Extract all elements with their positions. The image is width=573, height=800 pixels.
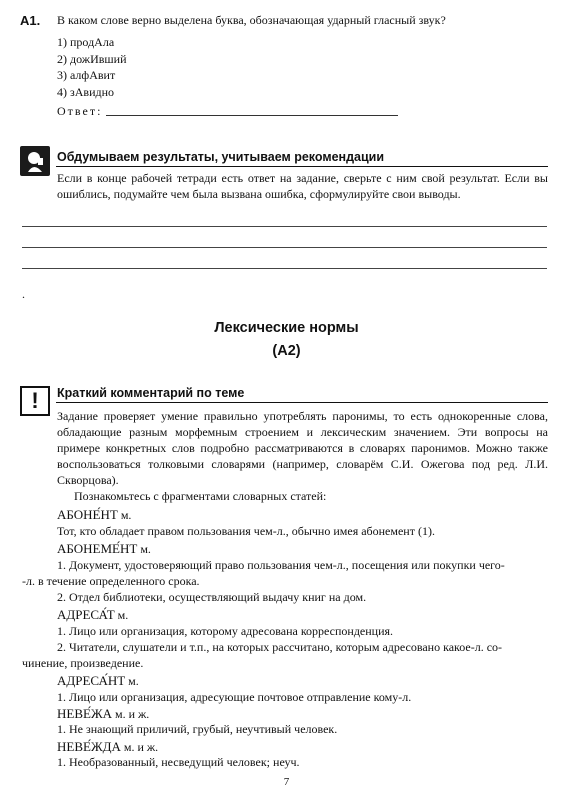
dict-definition: 1. Необразованный, несведущий человек; неуч.: [57, 755, 300, 769]
dict-definition-cont: чинение, произведение.: [22, 656, 144, 670]
writing-line-1[interactable]: [22, 226, 547, 227]
dict-entry: [57, 739, 158, 755]
part-of-speech: м.: [140, 542, 151, 556]
answer-options: [57, 34, 127, 100]
section-title: Лексические нормы: [214, 320, 359, 336]
dict-entry: [57, 673, 139, 689]
headword: АБОНЕ́НТ: [57, 507, 118, 522]
headword: НЕВЕ́ЖА: [57, 706, 112, 721]
comment-text: Задание проверяет умение правильно употреблять паронимы, то есть однокоренные слова, обладающие разным морфемным строением и лексическим значением. Эти вопросы на примере конкретных слов подробно рассматриваются в словарях паронимов. Можно также воспользоваться толковыми словарями (например, словарём С.И. Ожегова под ред. Л.И. Скворцова).: [57, 409, 548, 487]
stray-mark: .: [22, 287, 25, 301]
headword: АБОНЕМЕ́НТ: [57, 541, 138, 556]
dict-entry: [57, 541, 151, 557]
dict-definition: 2. Читатели, слушатели и т.п., на которых рассчитано, которым адресовано какое-л. со-: [57, 640, 503, 654]
think-heading: Обдумываем результаты, учитываем рекомендации: [57, 150, 385, 164]
question-text: В каком слове верно выделена буква, обозначающая ударный гласный звук?: [57, 13, 446, 27]
dict-definition: Тот, кто обладает правом пользования чем-л., обычно имея абонемент (1).: [57, 524, 435, 538]
headword: АДРЕСА́НТ: [57, 673, 126, 688]
option-2: 2) дожИвший: [57, 51, 127, 66]
thinking-person-icon: [20, 146, 50, 176]
exclamation-icon: !: [20, 386, 50, 416]
part-of-speech: м. и ж.: [123, 740, 159, 754]
think-text: Если в конце рабочей тетради есть ответ на задание, сверьте с ним свой результат. Если вы ошиблись, подумайте чем была вызвана ошибка, сформулируйте свои выводы.: [57, 171, 548, 201]
headword: АДРЕСА́Т: [57, 607, 115, 622]
dict-definition-cont: -л. в течение определенного срока.: [22, 574, 200, 588]
think-heading-underline: [56, 166, 548, 167]
option-4: 4) зАвидно: [57, 84, 115, 99]
part-of-speech: м. и ж.: [114, 707, 150, 721]
option-3: 3) алфАвит: [57, 68, 116, 82]
dict-definition: 2. Отдел библиотеки, осуществляющий выдачу книг на дом.: [57, 590, 367, 604]
option-1: 1) продАла: [57, 35, 115, 49]
comment-heading-underline: [56, 402, 548, 403]
dict-entry: [57, 706, 149, 722]
dict-definition: 1. Лицо или организация, адресующие почтовое отправление кому-л.: [57, 690, 412, 704]
headword: НЕВЕ́ЖДА: [57, 739, 121, 754]
part-of-speech: м.: [120, 508, 132, 522]
dict-entry: [57, 607, 128, 623]
answer-line[interactable]: [106, 115, 398, 116]
dict-entry: [57, 507, 131, 523]
writing-line-2[interactable]: [22, 247, 547, 248]
dict-definition: 1. Не знающий приличий, грубый, неучтивый человек.: [57, 722, 338, 736]
comment-heading: Краткий комментарий по теме: [57, 386, 245, 400]
answer-label: Ответ:: [57, 104, 103, 118]
question-number: А1.: [20, 13, 41, 28]
part-of-speech: м.: [128, 674, 139, 688]
dict-definition: 1. Лицо или организация, которому адресована корреспонденция.: [57, 624, 394, 638]
section-code: (А2): [272, 343, 301, 359]
page-number: 7: [283, 776, 290, 788]
dictionary-intro: Познакомьтесь с фрагментами словарных статей:: [74, 489, 327, 503]
writing-line-3[interactable]: [22, 268, 547, 269]
part-of-speech: м.: [117, 608, 129, 622]
dict-definition: 1. Документ, удостоверяющий право пользования чем-л., посещения или покупки чего-: [57, 558, 505, 572]
